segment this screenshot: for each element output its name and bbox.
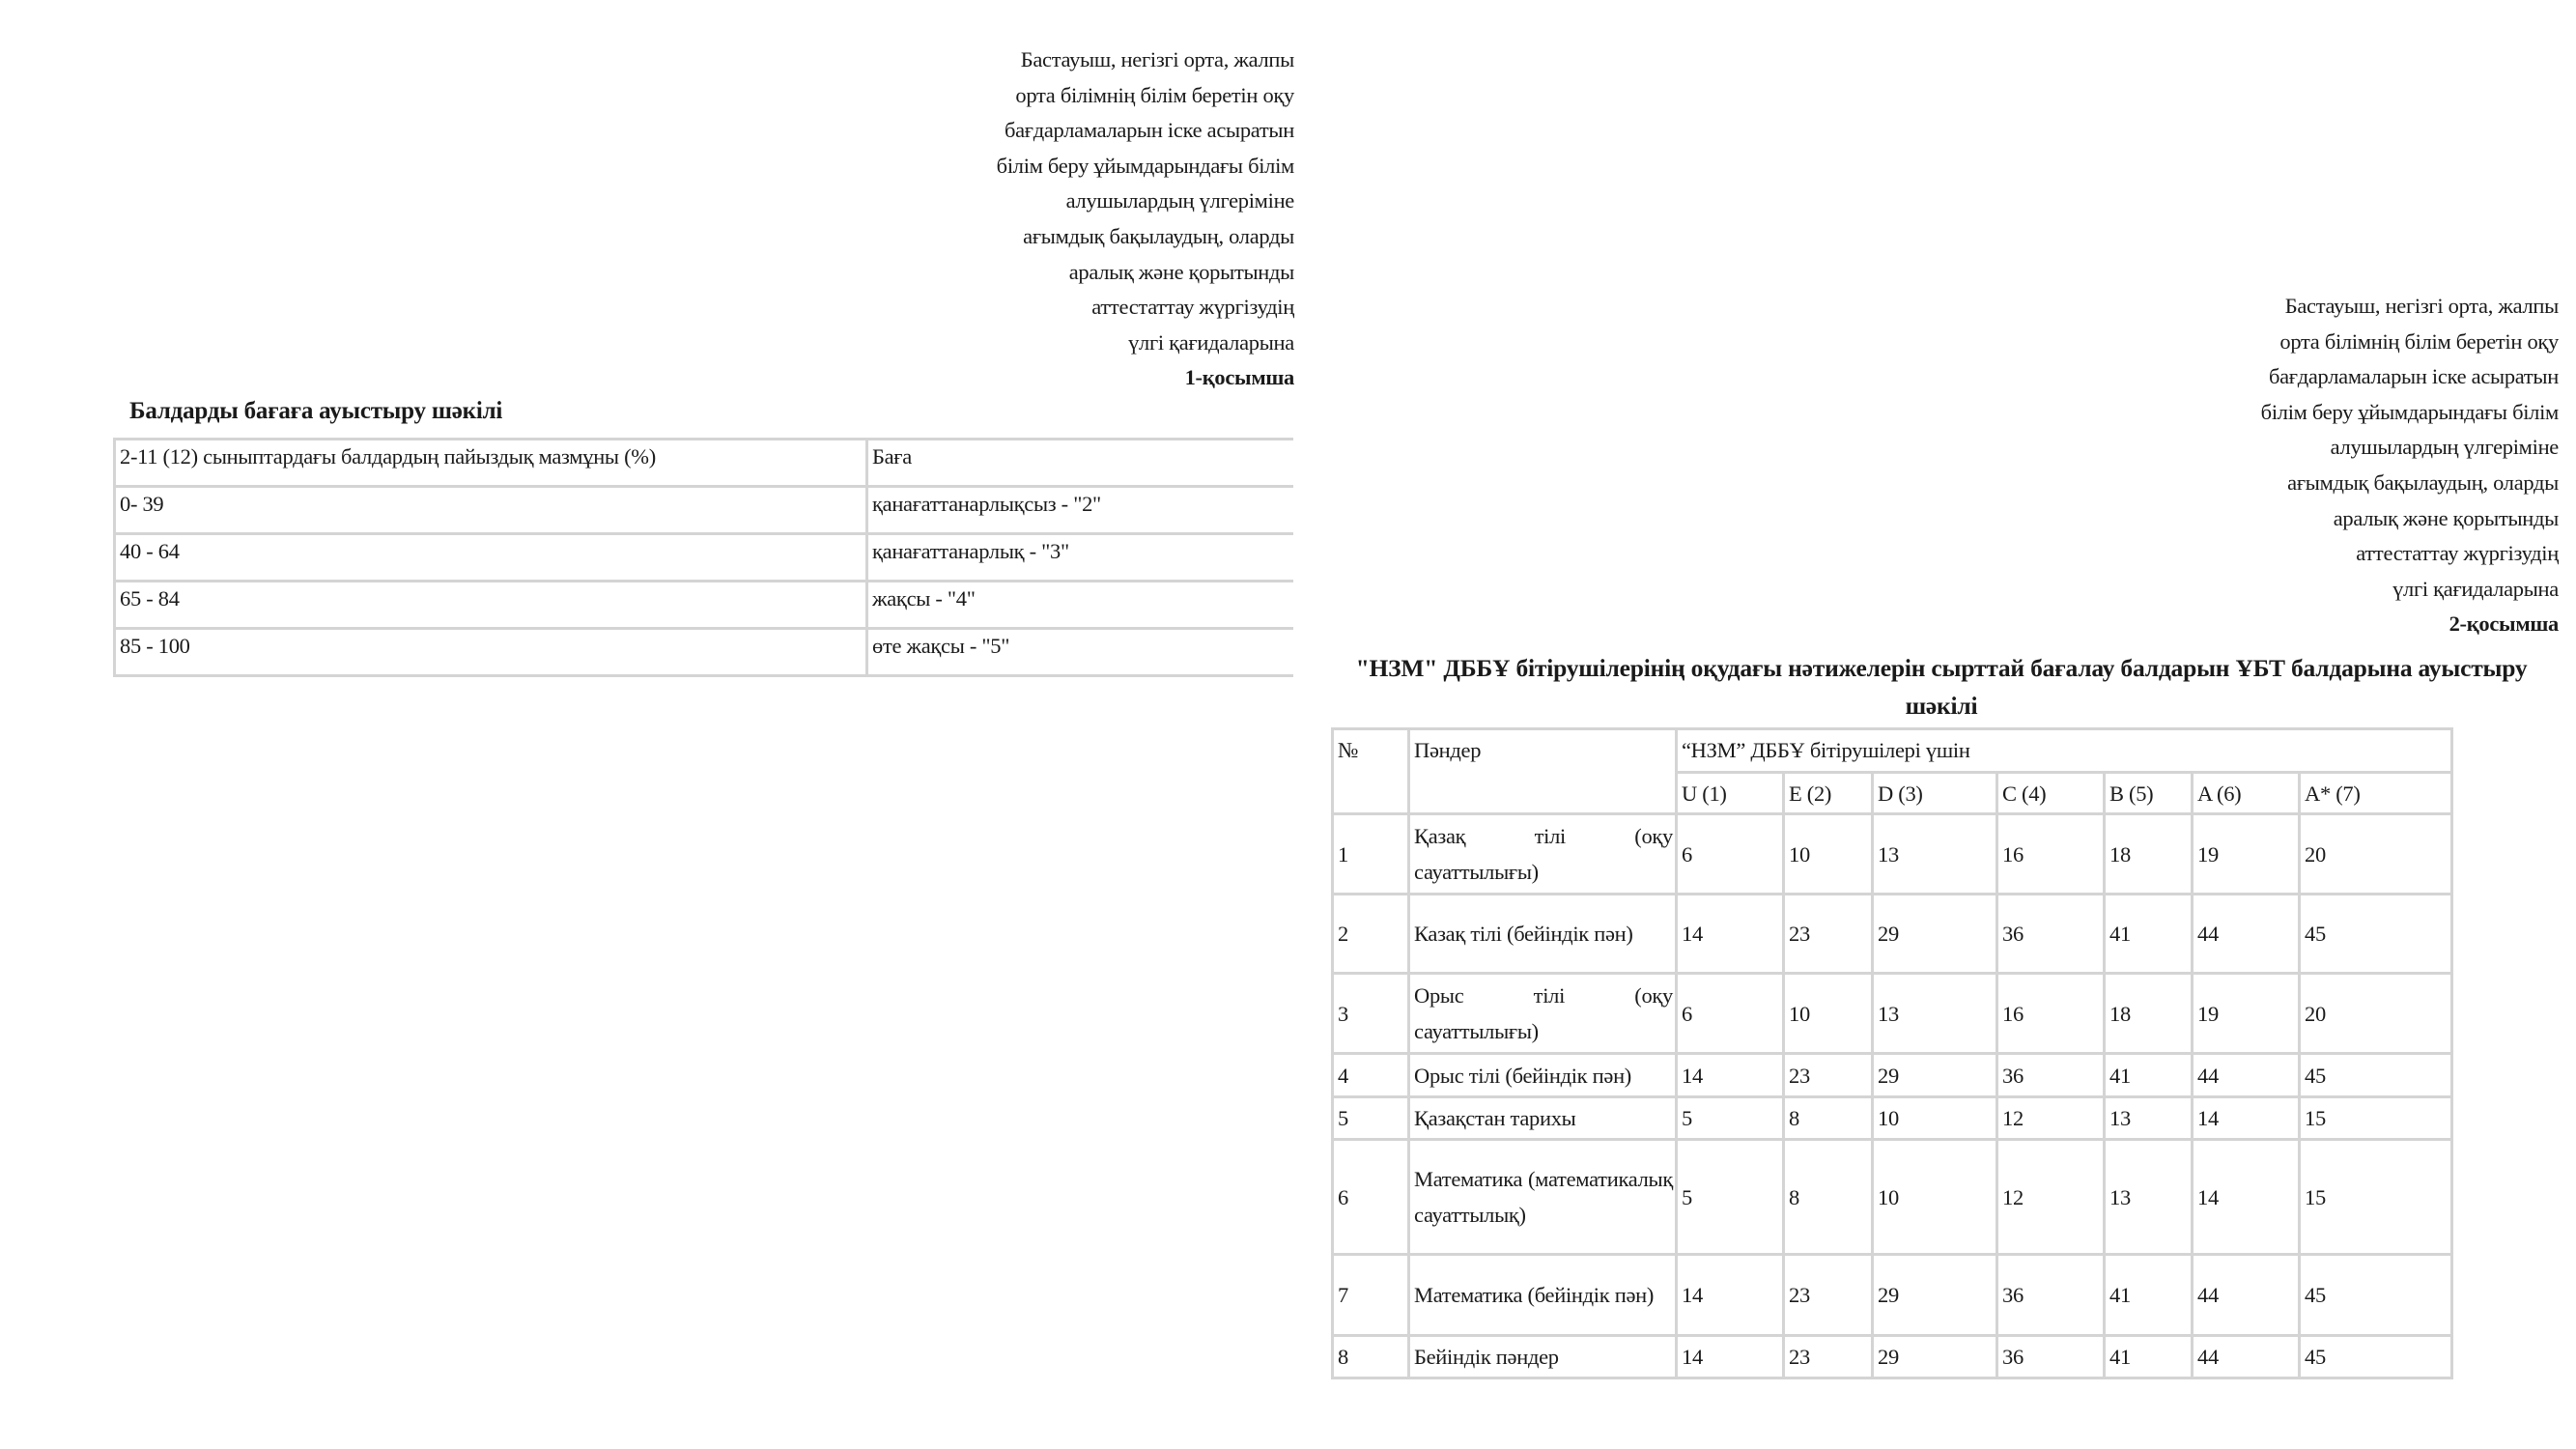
cell-percent-range: 65 - 84: [115, 582, 867, 629]
cell-grade: жақсы - "4": [867, 582, 1294, 629]
cell-score: 14: [2193, 1140, 2300, 1255]
cell-score: 29: [1873, 1054, 1997, 1097]
table-row: [1333, 895, 2452, 974]
cell-grade: қанағаттанарлықсыз - "2": [867, 487, 1294, 534]
cell-number: 6: [1333, 1140, 1409, 1255]
cell-score: 18: [2105, 814, 2193, 895]
cell-score: 10: [1784, 974, 1873, 1054]
cell-score: 45: [2300, 1336, 2452, 1378]
header-grade: C (4): [1997, 773, 2105, 814]
cell-subject: Казақ тілі (бейіндік пән): [1409, 895, 1677, 974]
cell-subject: Орыс тілі (оқу сауаттылығы): [1409, 974, 1677, 1054]
nis-score-conversion-table: [1331, 727, 2453, 1379]
cell-score: 45: [2300, 895, 2452, 974]
cell-score: 29: [1873, 1255, 1997, 1336]
cell-score: 20: [2300, 974, 2452, 1054]
cell-subject: Қазақ тілі (оқу сауаттылығы): [1409, 814, 1677, 895]
table-row: [1333, 1140, 2452, 1255]
cell-number: 5: [1333, 1097, 1409, 1140]
cell-score: 12: [1997, 1097, 2105, 1140]
header-subjects: Пәндер: [1409, 729, 1677, 814]
annex-1-note-line: алушылардың үлгеріміне: [1065, 188, 1294, 213]
header-grade: A (6): [2193, 773, 2300, 814]
cell-score: 14: [1677, 895, 1784, 974]
annex-2-title: "НЗМ" ДББҰ бітірушілерінің оқудағы нәтижелерін сырттай бағалау балдарын ҰБТ балдарына ауыстыру шәкілі: [1355, 654, 2528, 720]
cell-score: 13: [2105, 1140, 2193, 1255]
cell-score: 44: [2193, 895, 2300, 974]
table-row: [115, 534, 1294, 582]
annex-1-note-line: бағдарламаларын іске асыратын: [1004, 118, 1294, 143]
cell-score: 8: [1784, 1140, 1873, 1255]
header-grade: E (2): [1784, 773, 1873, 814]
cell-score: 6: [1677, 814, 1784, 895]
cell-score: 19: [2193, 814, 2300, 895]
cell-score: 8: [1784, 1097, 1873, 1140]
cell-subject: Орыс тілі (бейіндік пән): [1409, 1054, 1677, 1097]
header-grade: Баға: [867, 440, 1294, 487]
annex-2-note: [2261, 289, 2559, 642]
cell-score: 20: [2300, 814, 2452, 895]
cell-percent-range: 85 - 100: [115, 629, 867, 676]
cell-score: 10: [1784, 814, 1873, 895]
table-row: [115, 487, 1294, 534]
cell-score: 44: [2193, 1054, 2300, 1097]
header-group: “НЗМ” ДББҰ бітірушілері үшін: [1677, 729, 2452, 773]
cell-number: 3: [1333, 974, 1409, 1054]
cell-score: 36: [1997, 1336, 2105, 1378]
cell-score: 15: [2300, 1097, 2452, 1140]
annex-1-note-line: үлгі қағидаларына: [1128, 329, 1294, 355]
table-row: [1333, 1255, 2452, 1336]
cell-score: 6: [1677, 974, 1784, 1054]
annex-2-note-line: аттестаттау жүргізудің: [2356, 541, 2559, 566]
header-number: №: [1333, 729, 1409, 814]
cell-score: 23: [1784, 1054, 1873, 1097]
cell-percent-range: 40 - 64: [115, 534, 867, 582]
annex-1-note-line: аралық және қорытынды: [1068, 259, 1294, 284]
cell-score: 13: [1873, 814, 1997, 895]
header-grade: D (3): [1873, 773, 1997, 814]
cell-number: 8: [1333, 1336, 1409, 1378]
annex-2-note-line: аралық және қорытынды: [2333, 505, 2559, 530]
cell-score: 5: [1677, 1140, 1784, 1255]
annex-1-note-line: Бастауыш, негізгі орта, жалпы: [1020, 47, 1294, 71]
header-grade: A* (7): [2300, 773, 2452, 814]
cell-score: 14: [1677, 1054, 1784, 1097]
cell-score: 29: [1873, 1336, 1997, 1378]
grade-conversion-table: [113, 438, 1293, 677]
table-row: [115, 582, 1294, 629]
cell-score: 23: [1784, 895, 1873, 974]
table-row: [1333, 814, 2452, 895]
table-row: [115, 629, 1294, 676]
cell-score: 41: [2105, 1054, 2193, 1097]
annex-2-note-line: орта білімнің білім беретін оқу: [2279, 328, 2559, 354]
cell-score: 13: [2105, 1097, 2193, 1140]
cell-score: 41: [2105, 1336, 2193, 1378]
cell-score: 14: [1677, 1255, 1784, 1336]
annex-1-note: [997, 43, 1294, 396]
cell-number: 7: [1333, 1255, 1409, 1336]
annex-2-note-line: бағдарламаларын іске асыратын: [2268, 364, 2559, 389]
annex-2-note-line: үлгі қағидаларына: [2392, 576, 2559, 601]
cell-score: 44: [2193, 1336, 2300, 1378]
annex-1-note-line: аттестаттау жүргізудің: [1091, 295, 1294, 320]
cell-grade: өте жақсы - "5": [867, 629, 1294, 676]
cell-subject: Қазақстан тарихы: [1409, 1097, 1677, 1140]
cell-score: 14: [2193, 1097, 2300, 1140]
header-grade: U (1): [1677, 773, 1784, 814]
cell-score: 29: [1873, 895, 1997, 974]
cell-subject: Математика (бейіндік пән): [1409, 1255, 1677, 1336]
cell-score: 41: [2105, 1255, 2193, 1336]
cell-score: 13: [1873, 974, 1997, 1054]
cell-score: 18: [2105, 974, 2193, 1054]
cell-score: 41: [2105, 895, 2193, 974]
cell-number: 1: [1333, 814, 1409, 895]
cell-score: 5: [1677, 1097, 1784, 1140]
cell-number: 4: [1333, 1054, 1409, 1097]
cell-score: 12: [1997, 1140, 2105, 1255]
cell-score: 44: [2193, 1255, 2300, 1336]
header-grade: B (5): [2105, 773, 2193, 814]
cell-score: 16: [1997, 814, 2105, 895]
cell-score: 16: [1997, 974, 2105, 1054]
cell-score: 36: [1997, 1255, 2105, 1336]
annex-1-note-line: білім беру ұйымдарындағы білім: [996, 153, 1294, 178]
cell-score: 36: [1997, 895, 2105, 974]
annex-1-note-line: ағымдық бақылаудың, оларды: [1023, 223, 1294, 248]
cell-score: 19: [2193, 974, 2300, 1054]
annex-2-label: 2-қосымша: [2449, 611, 2559, 637]
cell-score: 14: [1677, 1336, 1784, 1378]
table-row: [1333, 974, 2452, 1054]
annex-2-note-line: Бастауыш, негізгі орта, жалпы: [2284, 294, 2559, 318]
cell-percent-range: 0- 39: [115, 487, 867, 534]
header-percent: 2-11 (12) сыныптардағы балдардың пайыздық мазмұны (%): [115, 440, 867, 487]
annex-2-note-line: алушылардың үлгеріміне: [2330, 435, 2559, 460]
cell-score: 15: [2300, 1140, 2452, 1255]
table-row: [1333, 1054, 2452, 1097]
cell-score: 45: [2300, 1255, 2452, 1336]
cell-number: 2: [1333, 895, 1409, 974]
table-row: [1333, 1097, 2452, 1140]
cell-subject: Математика (математикалық сауаттылық): [1409, 1140, 1677, 1255]
cell-score: 23: [1784, 1336, 1873, 1378]
table-row: [1333, 1336, 2452, 1378]
cell-grade: қанағаттанарлық - "3": [867, 534, 1294, 582]
annex-2-note-line: білім беру ұйымдарындағы білім: [2260, 399, 2559, 424]
cell-score: 45: [2300, 1054, 2452, 1097]
annex-1-note-line: орта білімнің білім беретін оқу: [1015, 82, 1294, 107]
cell-score: 10: [1873, 1097, 1997, 1140]
table-header-row: [115, 440, 1294, 487]
cell-score: 23: [1784, 1255, 1873, 1336]
cell-score: 36: [1997, 1054, 2105, 1097]
annex-1-title: Балдарды бағаға ауыстыру шәкілі: [129, 398, 503, 424]
cell-score: 10: [1873, 1140, 1997, 1255]
table-header-row: [1333, 729, 2452, 773]
annex-2-note-line: ағымдық бақылаудың, оларды: [2287, 469, 2559, 495]
annex-1-label: 1-қосымша: [1184, 365, 1294, 390]
cell-subject: Бейіндік пәндер: [1409, 1336, 1677, 1378]
